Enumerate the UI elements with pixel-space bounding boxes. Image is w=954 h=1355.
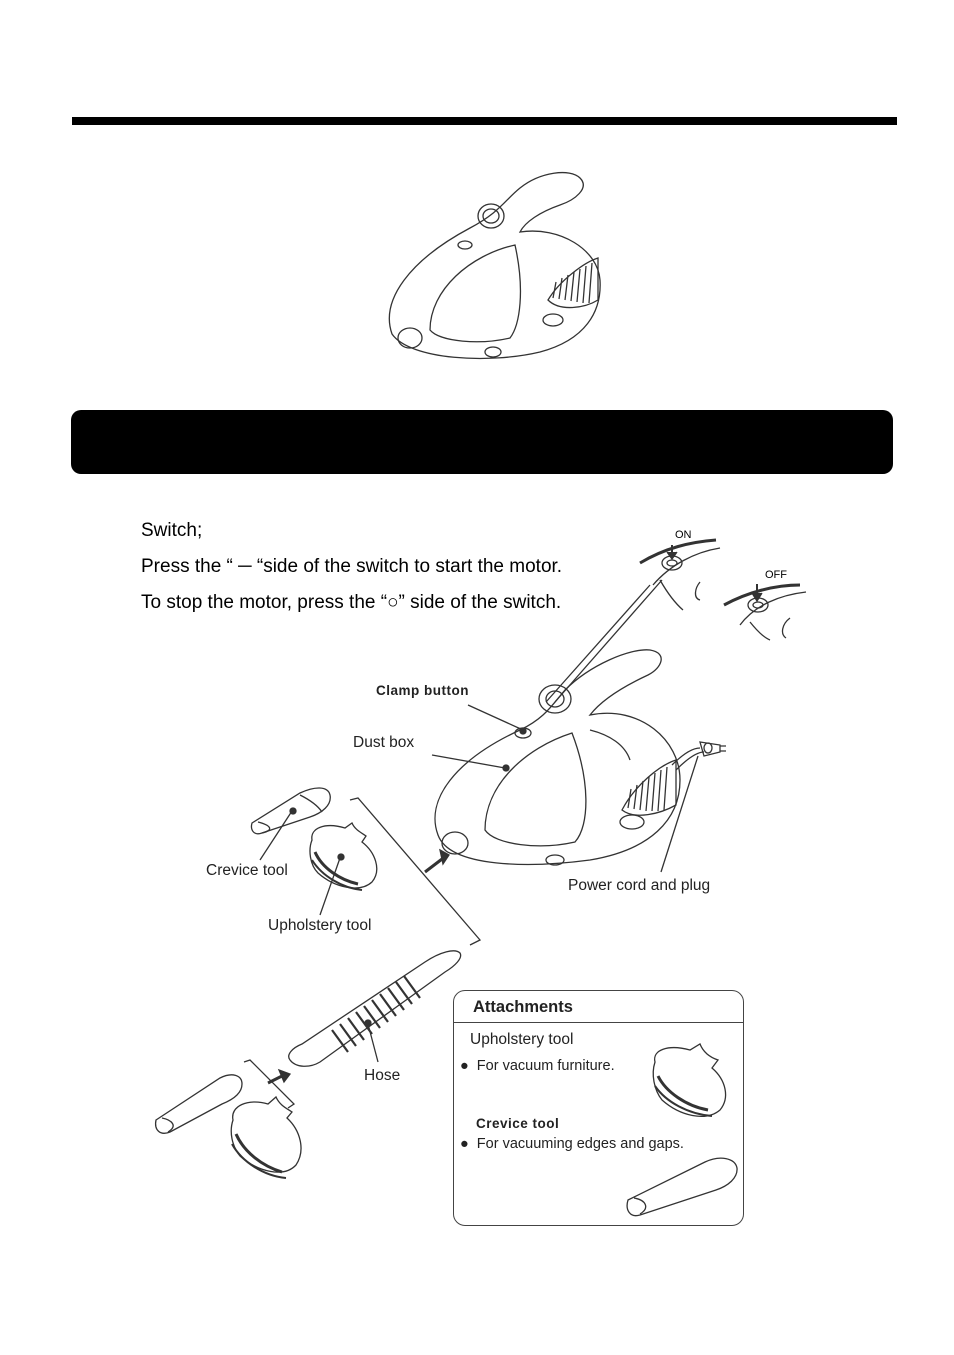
upholstery-tool-drawing <box>310 823 377 915</box>
instruction-stop-motor: To stop the motor, press the “○” side of the switch. <box>141 592 562 613</box>
label-crevice-tool: Crevice tool <box>206 862 288 879</box>
switch-on-label: ON <box>675 529 692 541</box>
label-power-cord: Power cord and plug <box>568 877 711 894</box>
bullet-icon: ● <box>460 1136 469 1152</box>
label-dust-box: Dust box <box>353 734 415 751</box>
label-hose: Hose <box>364 1067 401 1084</box>
instruction-start-motor: Press the “ ─ “side of the switch to start the motor. <box>141 556 563 577</box>
label-upholstery-tool: Upholstery tool <box>268 917 372 934</box>
switch-on-detail <box>640 540 720 610</box>
attachments-upholstery-desc: For vacuum furniture. <box>476 1058 615 1074</box>
attachments-box <box>453 990 744 1226</box>
attachments-crevice-title: Crevice tool <box>476 1116 560 1131</box>
attachments-upholstery-title: Upholstery tool <box>470 1031 574 1048</box>
crevice-tool-drawing <box>251 788 330 860</box>
instruction-switch: Switch; <box>141 520 203 541</box>
hose-drawing <box>289 951 461 1066</box>
attachments-crevice-desc: For vacuuming edges and gaps. <box>476 1136 684 1152</box>
attachments-title: Attachments <box>473 998 573 1016</box>
attachments-header <box>454 991 743 1023</box>
label-clamp-button: Clamp button <box>376 683 469 698</box>
attachments-upholstery-item <box>460 1057 615 1075</box>
attachments-crevice-item <box>460 1135 684 1153</box>
main-vacuum-body <box>435 650 726 865</box>
switch-off-detail <box>724 584 806 640</box>
bullet-icon: ● <box>460 1058 469 1074</box>
switch-off-label: OFF <box>765 569 787 581</box>
